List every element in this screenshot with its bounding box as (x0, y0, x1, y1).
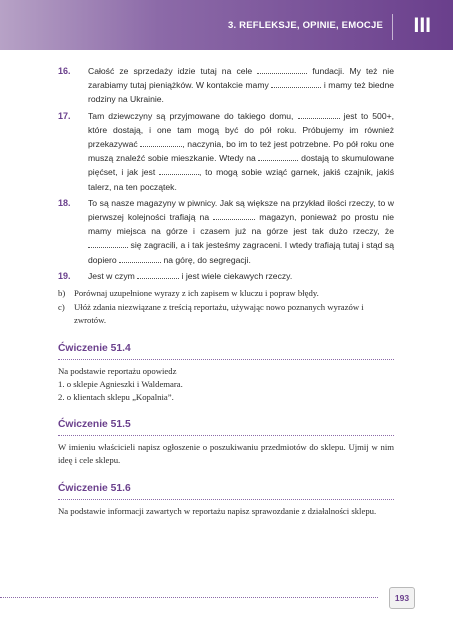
blank-field[interactable] (137, 269, 179, 279)
blank-field[interactable] (88, 238, 128, 248)
item-number: 16. (58, 66, 71, 76)
task-text: Porównaj uzupełnione wyrazy z ich zapisem w kluczu i popraw błędy. (74, 288, 319, 299)
blank-field[interactable] (159, 165, 199, 175)
text-fragment: , to mogą sobie wziąć garnek, jakiś czajnik, jakiś talerz, na ten początek. (88, 167, 395, 192)
item-text (88, 109, 394, 194)
item-text (88, 196, 394, 267)
dotted-divider (58, 359, 394, 360)
exercise-intro: Na podstawie reportażu opowiedz (58, 365, 177, 376)
exercise-point: 1. o sklepie Agnieszki i Waldemara. (58, 378, 183, 389)
exercise-title: Ćwiczenie 51.4 (58, 342, 131, 354)
text-fragment: dostają to skumulowane pięćset, i jak jest (88, 153, 395, 178)
exercise-51-6 (58, 482, 394, 518)
text-fragment: , naczynia, bo im to też jest potrzebne. Po pół roku one muszą znaleźć sobie mieszkanie. Wtedy na (88, 139, 395, 164)
dotted-divider (58, 435, 394, 436)
text-fragment: jest to 500+, które dostają, i one tam mogą być do pół roku. Próbujemy im również przekazywać (88, 110, 395, 150)
text-fragment: fundacji. My też nie zarabiamy tutaj pieniążków. W kontakcie mamy (88, 66, 394, 91)
blank-field[interactable] (213, 210, 255, 220)
page-number-box (389, 587, 415, 609)
item-text (88, 269, 394, 283)
task-letter: b) (58, 288, 66, 299)
text-fragment: na górę, do segregacji. (161, 254, 251, 265)
dotted-divider (58, 499, 394, 500)
item-number: 19. (58, 270, 71, 281)
blank-field[interactable] (298, 109, 340, 119)
text-fragment: i jest wiele ciekawych rzeczy. (179, 270, 293, 281)
item-number: 17. (58, 110, 71, 121)
task-b (58, 287, 394, 300)
footer-dotted-line (0, 597, 378, 598)
blank-field[interactable] (258, 151, 298, 161)
blank-field[interactable] (119, 253, 161, 263)
blank-field[interactable] (271, 78, 321, 88)
page-number: 193 (394, 593, 410, 603)
text-fragment: Tam dziewczyny są przyjmowane do takiego domu, (88, 110, 298, 121)
exercise-51-4 (58, 342, 394, 405)
task-text: Ułóż zdania niezwiązane z treścią reportażu, używając nowo poznanych wyrazów i zwrotów. (74, 302, 364, 326)
page-content (58, 64, 394, 518)
exercise-item-19 (58, 269, 394, 283)
task-c (58, 301, 394, 327)
exercise-intro: W imieniu właścicieli napisz ogłoszenie o poszukiwaniu przedmiotów do sklepu. Ujmij w nim ideę i cele sklepu. (58, 442, 394, 466)
chapter-number: III (413, 14, 431, 37)
exercise-item-17 (58, 109, 394, 194)
exercise-title: Ćwiczenie 51.5 (58, 419, 131, 431)
text-fragment: się zagracili, a i tak jesteśmy zagraceni. I wtedy trafiają tutaj i stąd są dopiero (88, 240, 394, 265)
exercise-item-18 (58, 196, 394, 267)
header-divider (392, 14, 393, 40)
text-fragment: i mamy też biedne rodziny na Ukrainie. (88, 80, 395, 105)
item-text (88, 64, 394, 107)
exercise-point: 2. o klientach sklepu „Kopalnia”. (58, 392, 174, 403)
text-fragment: Jest w czym (88, 270, 138, 281)
text-fragment: magazyn, ponieważ po prostu nie mamy miejsca na górze i czasem już na górze jest tak dużo rzeczy, że (88, 212, 394, 237)
exercise-51-5 (58, 418, 394, 467)
text-fragment: Całość ze sprzedaży idzie tutaj na cele (88, 66, 258, 76)
header-band (0, 0, 453, 50)
exercise-item-16 (58, 64, 394, 107)
exercise-title: Ćwiczenie 51.6 (58, 482, 131, 494)
task-letter: c) (58, 302, 65, 313)
exercise-intro: Na podstawie informacji zawartych w reportażu napisz sprawozdanie z działalności sklepu. (58, 505, 377, 516)
text-fragment: To są nasze magazyny w piwnicy. Jak są większe na przykład ilości rzeczy, to w pierwszej kolejności trafiają na (88, 197, 394, 223)
chapter-title: 3. REFLEKSJE, OPINIE, EMOCJE (228, 20, 383, 31)
blank-field[interactable] (140, 137, 182, 147)
blank-field[interactable] (257, 64, 307, 74)
item-number: 18. (58, 197, 71, 208)
